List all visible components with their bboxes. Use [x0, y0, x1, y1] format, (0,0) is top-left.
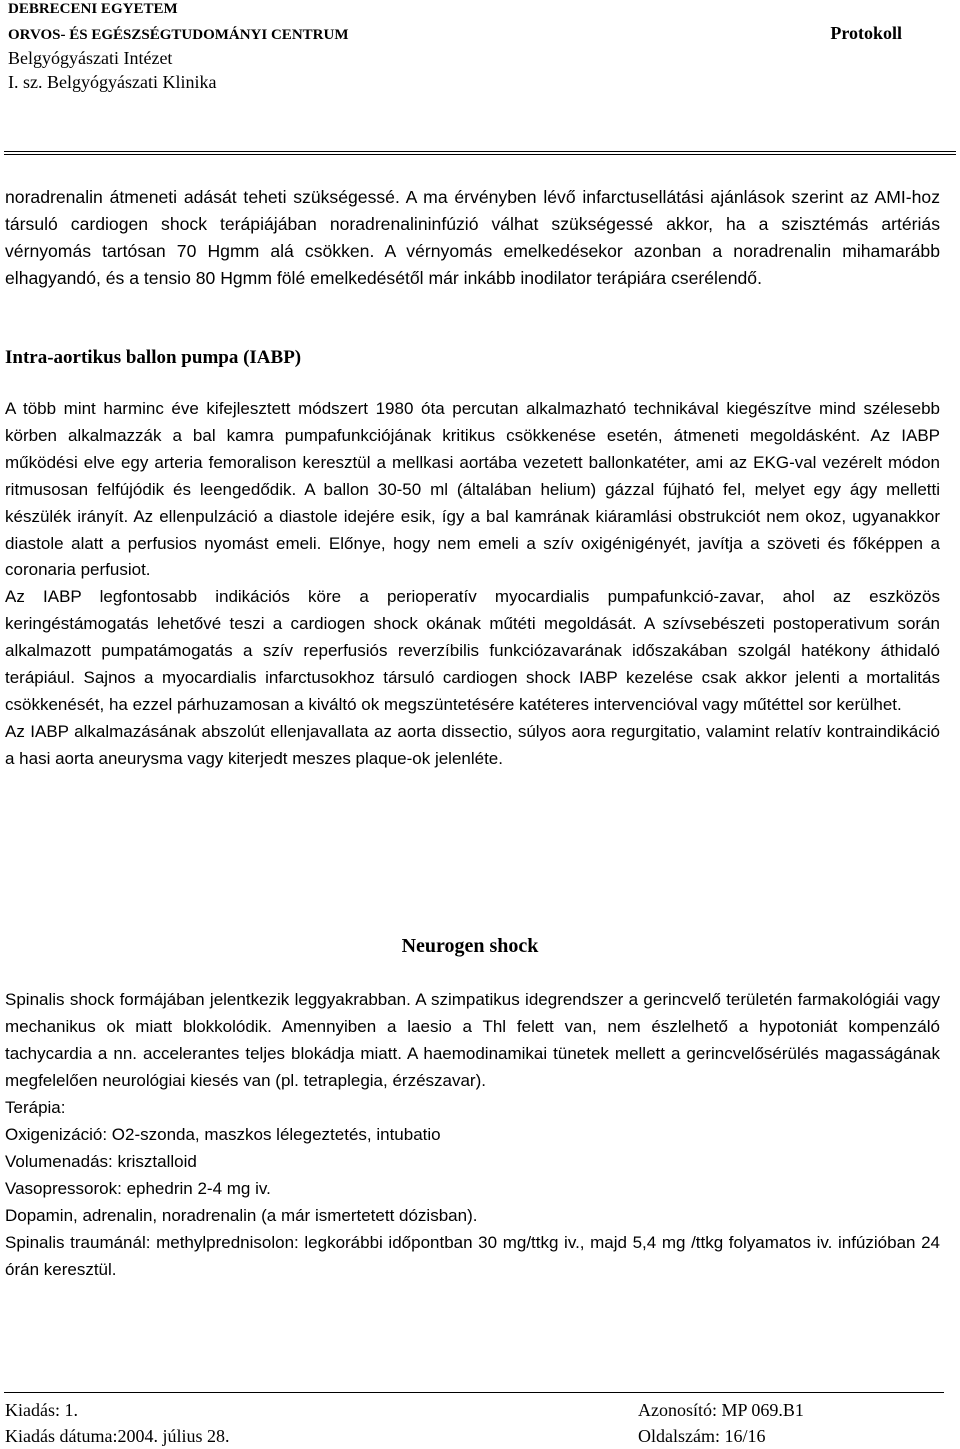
iabp-paragraph-1: A több mint harminc éve kifejlesztett módszert 1980 óta percutan alkalmazható technikával kiegészítve mind szélesebb körben alkalmazzák a bal kamra pumpafunkciójának kritikus csökkenése esetén, átmeneti megoldásként. Az IABP működési elve egy arteria femoralison keresztül a mellkasi aortába vezetett ballonkatéter, ami az EKG-val vezérelt módon ritmusosan felfújódik és leengedődik. A ballon 30-50 ml (általában helium) gázzal fújható fel, melyet egy ágy melletti készülék irányít. Az ellenpulzáció a diastole idejére esik, így a bal kamrának kiáramlási obstrukciót nem okoz, ugyanakkor diastole alatt a perfusios nyomást emeli. Előnye, hogy nem emeli a szív oxigénigényét, javítja a szöveti és főképpen a coronaria perfusiot.	[5, 399, 940, 580]
header-divider	[4, 151, 956, 155]
center-name: ORVOS- ÉS EGÉSZSÉGTUDOMÁNYI CENTRUM	[8, 27, 349, 43]
iabp-paragraph-2: Az IABP legfontosabb indikációs köre a perioperatív myocardialis pumpafunkció-zavar, ahol az eszközös keringéstámogatás lehetővé teszi a cardiogen shock okának műtéti megoldását. A szívsebészeti postoperativum során alkalmazott pumpatámogatás a szív reperfusiós reverzíbilis funkciózavarának időszakában szolgál hatékony áthidaló terápiául. Sajnos a myocardialis infarctusokhoz társuló cardiogen shock IABP kezelése csak akkor jelenti a mortalitás csökkenését, ha ezzel párhuzamosan a kiváltó ok megszüntetésére katéteres intervencióval vagy műtéttel sor kerülhet.	[5, 587, 940, 714]
iabp-paragraph-3: Az IABP alkalmazásának abszolút ellenjavallata az aorta dissectio, súlyos aora regurgitatio, valamint relatív kontraindikáció a hasi aorta aneurysma vagy kiterjedt meszes plaque-ok jelenléte.	[5, 721, 940, 768]
footer-divider	[4, 1392, 944, 1393]
edition-date: Kiadás dátuma:2004. július 28.	[5, 1426, 230, 1446]
therapy-spinal-trauma: Spinalis traumánál: methylprednisolon: legkorábbi időpontban 30 mg/ttkg iv., majd 5,4 mg /ttkg folyamatos iv. infúzióban 24 órán keresztül.	[5, 1233, 940, 1280]
university-name: DEBRECENI EGYETEM	[8, 1, 178, 17]
iabp-heading: Intra-aortikus ballon pumpa (IABP)	[5, 347, 302, 368]
page-number: Oldalszám: 16/16	[638, 1426, 766, 1446]
therapy-label: Terápia:	[5, 1098, 66, 1118]
identifier: Azonosító: MP 069.B1	[638, 1400, 804, 1420]
edition: Kiadás: 1.	[5, 1400, 78, 1420]
clinic-name: I. sz. Belgyógyászati Klinika	[8, 72, 217, 92]
noradrenalin-paragraph: noradrenalin átmeneti adását teheti szükségessé. A ma érvényben lévő infarctusellátási ajánlások szerint az AMI-hoz társuló cardiogen shock terápiájában noradrenalininfúzió válhat szükségessé akkor, ha a szisztémás artériás vérnyomás tartósan 70 Hgmm alá csökken. A vérnyomás emelkedésekor azonban a noradrenalin mihamarább elhagyandó, és a tensio 80 Hgmm fölé emelkedésétől már inkább inodilator terápiára cserélendő.	[5, 187, 940, 288]
neurogen-paragraph: Spinalis shock formájában jelentkezik leggyakrabban. A szimpatikus idegrendszer a gerincvelő területén farmakológiái vagy mechanikus ok miatt blokkolódik. Amennyiben a laesio a Thl felett van, nem észlelhető a hypotoniát kompenzáló tachycardia a nn. accelerantes teljes blokádja miatt. A haemodinamikai tünetek mellett a gerincvelősérülés magasságának megfelelően neurológiai kiesés van (pl. tetraplegia, érzészavar).	[5, 990, 940, 1091]
therapy-line-vasopressors: Vasopressorok: ephedrin 2-4 mg iv.	[5, 1179, 271, 1199]
document-type: Protokoll	[830, 23, 902, 43]
therapy-line-volume: Volumenadás: krisztalloid	[5, 1152, 197, 1172]
neurogen-heading: Neurogen shock	[401, 935, 539, 957]
therapy-line-oxygen: Oxigenizáció: O2-szonda, maszkos lélegeztetés, intubatio	[5, 1125, 441, 1145]
neurogen-section	[5, 986, 940, 1284]
therapy-line-dopamin: Dopamin, adrenalin, noradrenalin (a már ismertetett dózisban).	[5, 1206, 478, 1226]
institute-name: Belgyógyászati Intézet	[8, 48, 173, 68]
iabp-section	[5, 396, 940, 773]
